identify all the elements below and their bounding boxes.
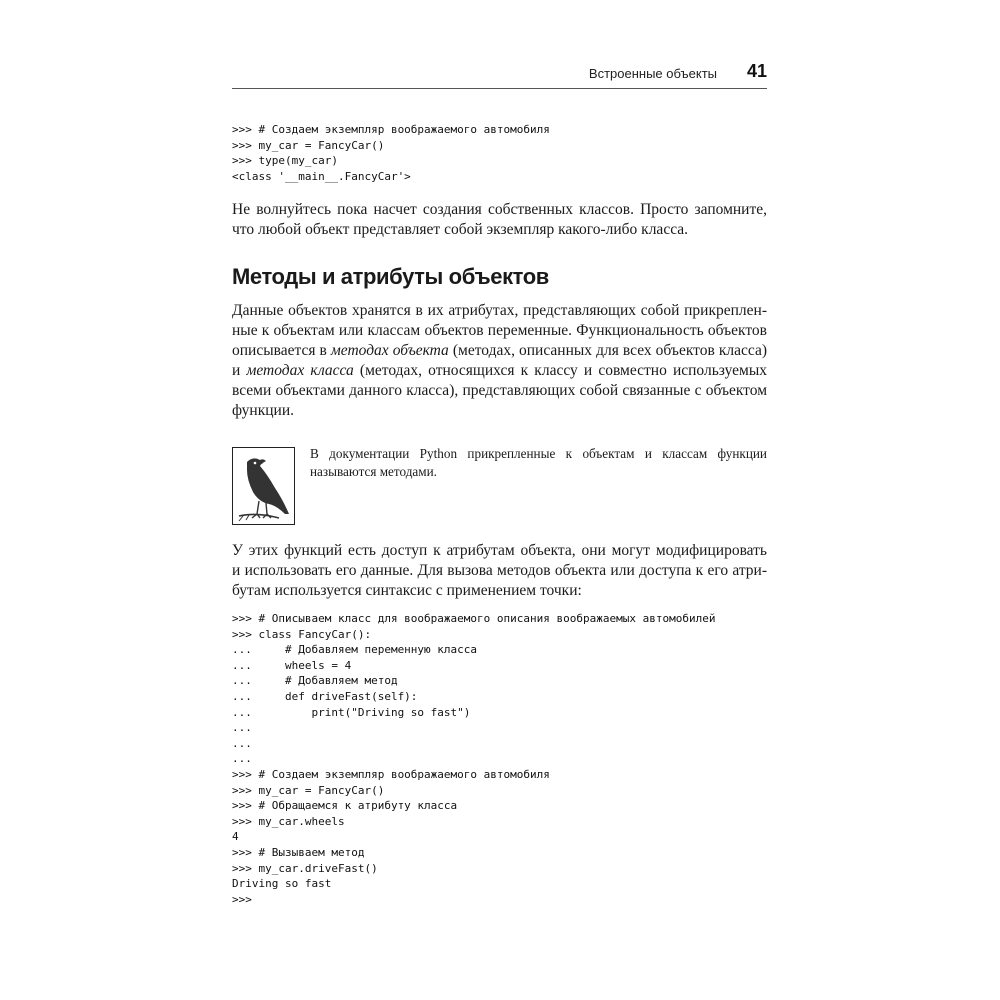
text-run: (методах, описанных для всех объектов класса) bbox=[448, 342, 767, 359]
paragraph-access bbox=[232, 541, 767, 601]
bird-icon bbox=[232, 447, 295, 525]
code-line: ... bbox=[232, 752, 252, 766]
paragraph-line: бутам используется синтаксис с применением точки: bbox=[232, 582, 582, 599]
code-line: ... wheels = 4 bbox=[232, 658, 352, 672]
emphasis-term: методах объекта bbox=[330, 342, 449, 359]
code-line: >>> my_car.wheels bbox=[232, 814, 345, 828]
code-line: >>> type(my_car) bbox=[232, 154, 338, 168]
text-run: (методах, относящихся к классу и совместно используемых bbox=[353, 362, 767, 379]
code-line: >>> bbox=[232, 892, 252, 906]
text-run: описывается в bbox=[232, 342, 331, 359]
paragraph-line: У этих функций есть доступ к атрибутам объекта, они могут модифицировать bbox=[232, 542, 767, 559]
code-line: Driving so fast bbox=[232, 877, 332, 891]
section-heading: Методы и атрибуты объектов bbox=[232, 264, 549, 289]
code-line: ... # Добавляем метод bbox=[232, 674, 398, 688]
code-line: >>> # Описываем класс для воображаемого описания воображаемых автомобилей bbox=[232, 612, 716, 625]
code-line: ... def driveFast(self): bbox=[232, 689, 418, 703]
paragraph-line: функции. bbox=[232, 402, 294, 419]
note-line: называются методами. bbox=[310, 464, 437, 479]
code-line: 4 bbox=[232, 830, 239, 844]
paragraph-line: Данные объектов хранятся в их атрибутах, представляющих собой прикреплен- bbox=[232, 302, 767, 319]
running-title: Встроенные объекты bbox=[588, 66, 717, 81]
bird-silhouette bbox=[233, 448, 294, 524]
note-text bbox=[310, 445, 767, 481]
text-run: и bbox=[232, 362, 247, 379]
code-line: ... bbox=[232, 721, 252, 735]
note-line: В документации Python прикрепленные к объектам и классам функции bbox=[310, 446, 767, 461]
code-line: >>> # Обращаемся к атрибуту класса bbox=[232, 799, 458, 813]
paragraph-line: всеми объектами данного класса), представляющих собой связанные с объектом bbox=[232, 382, 767, 399]
code-line: >>> my_car.driveFast() bbox=[232, 861, 378, 875]
code-line: >>> my_car = FancyCar() bbox=[232, 783, 385, 797]
code-line: <class '__main__.FancyCar'> bbox=[232, 169, 411, 183]
code-line: >>> # Создаем экземпляр воображаемого автомобиля bbox=[232, 123, 550, 136]
paragraph-line: и использовать его данные. Для вызова методов объекта или доступа к его атри- bbox=[232, 562, 767, 579]
code-line: >>> class FancyCar(): bbox=[232, 627, 372, 641]
paragraph-methods bbox=[232, 301, 767, 421]
emphasis-term: методах класса bbox=[246, 362, 354, 379]
code-line: ... # Добавляем переменную класса bbox=[232, 643, 478, 657]
code-line: >>> my_car = FancyCar() bbox=[232, 138, 385, 152]
code-listing-2 bbox=[232, 611, 715, 907]
code-line: ... print("Driving so fast") bbox=[232, 705, 471, 719]
code-listing-1 bbox=[232, 122, 550, 184]
paragraph-line: Не волнуйтесь пока насчет создания собственных классов. Просто запомните, bbox=[232, 201, 767, 218]
running-header bbox=[232, 60, 767, 89]
code-line: ... bbox=[232, 736, 252, 750]
page-number: 41 bbox=[746, 61, 767, 81]
paragraph-line bbox=[232, 361, 767, 381]
code-line: >>> # Вызываем метод bbox=[232, 845, 365, 859]
paragraph-line bbox=[232, 341, 767, 361]
code-line: >>> # Создаем экземпляр воображаемого автомобиля bbox=[232, 767, 550, 781]
paragraph-line: ные к объектам или классам объектов переменные. Функциональность объектов bbox=[232, 322, 767, 339]
paragraph-classes bbox=[232, 200, 767, 240]
paragraph-line: что любой объект представляет собой экземпляр какого-либо класса. bbox=[232, 221, 689, 238]
